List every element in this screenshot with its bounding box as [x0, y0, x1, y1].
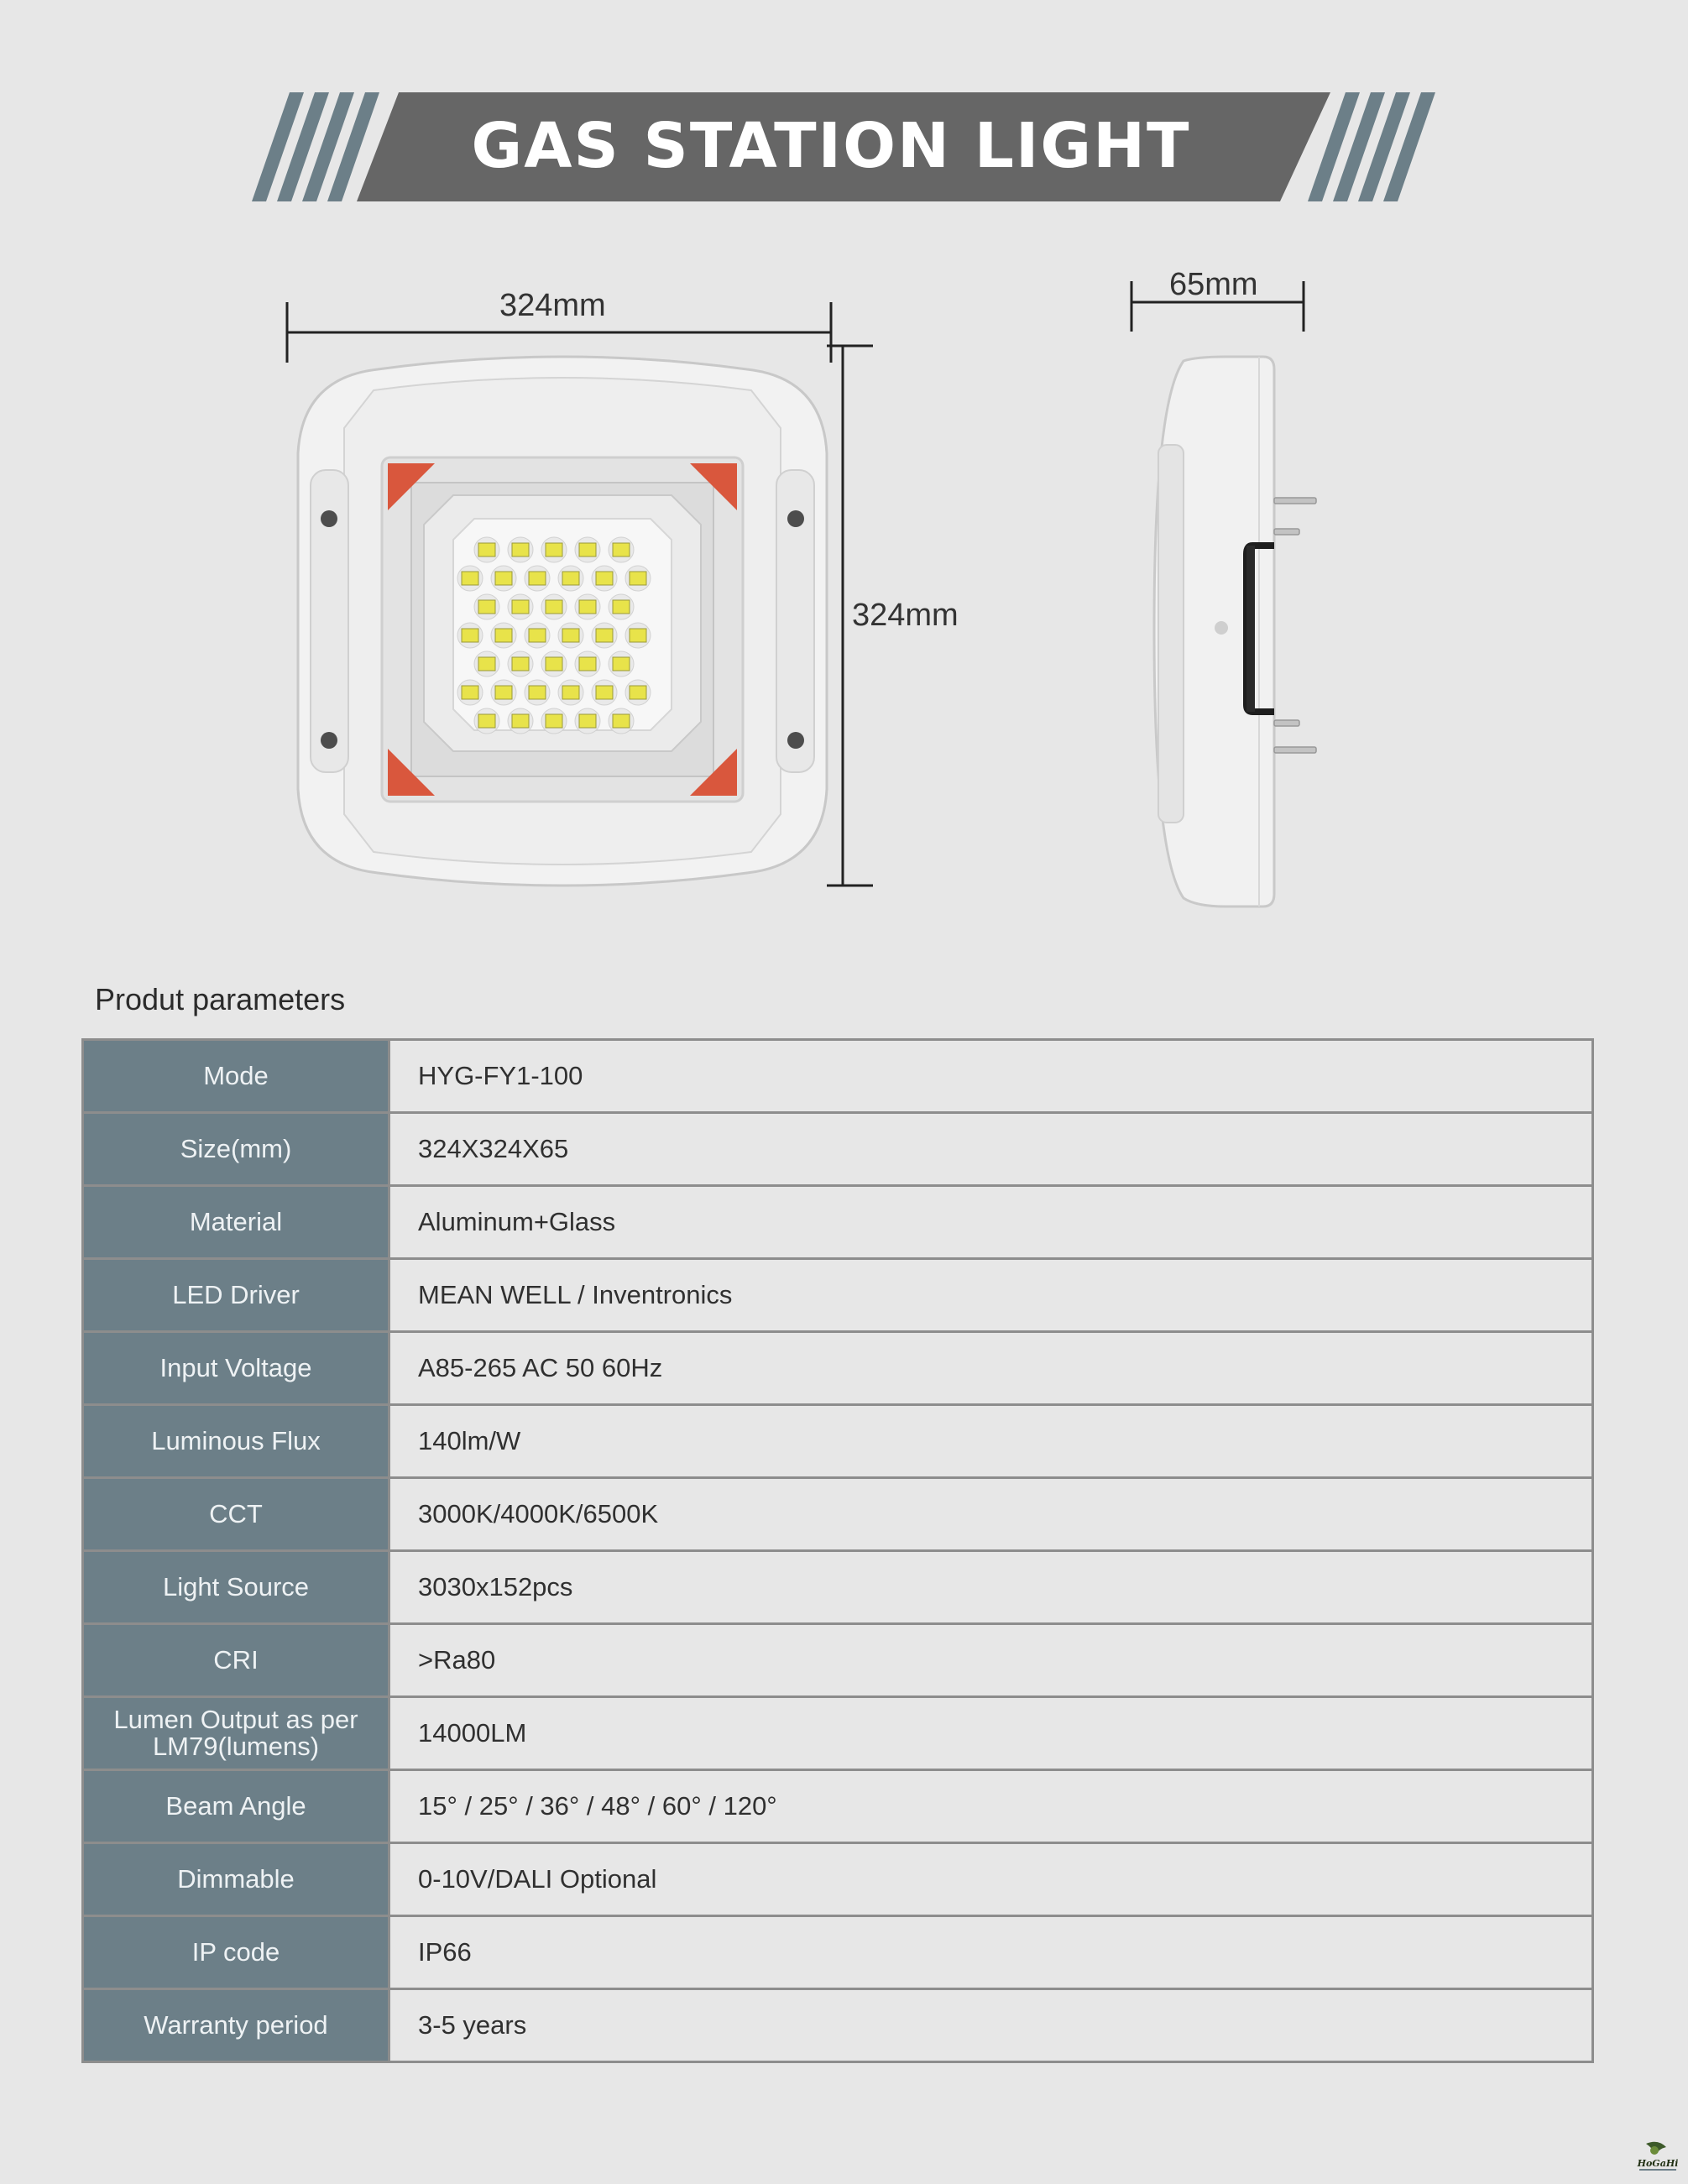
param-label: Luminous Flux — [83, 1405, 389, 1478]
param-label: Material — [83, 1186, 389, 1259]
table-row — [83, 1113, 1593, 1186]
led-chip — [495, 629, 512, 642]
param-value: 3030x152pcs — [389, 1551, 1593, 1624]
led-chip — [462, 572, 478, 585]
param-value: 140lm/W — [389, 1405, 1593, 1478]
led-chip — [579, 600, 596, 614]
led-chip — [546, 600, 562, 614]
table-row — [83, 1551, 1593, 1624]
width-dimension-label: 324mm — [499, 288, 606, 323]
page-title: GAS STATION LIGHT — [471, 110, 1191, 182]
height-dimension-label: 324mm — [852, 598, 959, 633]
param-value: HYG-FY1-100 — [389, 1040, 1593, 1113]
param-label: Light Source — [83, 1551, 389, 1624]
section-title: Produt parameters — [95, 982, 346, 1016]
led-chip — [495, 686, 512, 699]
led-chip — [596, 686, 613, 699]
led-chip — [562, 572, 579, 585]
led-chip — [529, 686, 546, 699]
led-chip — [529, 572, 546, 585]
led-chip — [462, 686, 478, 699]
led-chip — [495, 572, 512, 585]
param-label: Beam Angle — [83, 1770, 389, 1843]
param-value: 15° / 25° / 36° / 48° / 60° / 120° — [389, 1770, 1593, 1843]
led-chip — [630, 572, 646, 585]
param-label: Dimmable — [83, 1843, 389, 1916]
led-chip — [478, 543, 495, 556]
table-row — [83, 1405, 1593, 1478]
led-chip — [512, 600, 529, 614]
led-chip — [478, 657, 495, 671]
led-chip — [579, 543, 596, 556]
param-value: >Ra80 — [389, 1624, 1593, 1697]
led-chip — [613, 714, 630, 728]
led-chip — [630, 686, 646, 699]
param-value: 14000LM — [389, 1697, 1593, 1770]
param-label: CCT — [83, 1478, 389, 1551]
param-label: Size(mm) — [83, 1113, 389, 1186]
param-label: CRI — [83, 1624, 389, 1697]
table-row — [83, 1478, 1593, 1551]
led-chip — [462, 629, 478, 642]
led-chip — [562, 629, 579, 642]
table-row — [83, 1332, 1593, 1405]
param-value: 3000K/4000K/6500K — [389, 1478, 1593, 1551]
side-view-illustration — [1125, 277, 1335, 915]
depth-dimension-label: 65mm — [1169, 267, 1258, 302]
parameters-table — [81, 1038, 1594, 2063]
led-chip — [546, 714, 562, 728]
led-chip — [613, 600, 630, 614]
table-row — [83, 1624, 1593, 1697]
led-chip — [613, 543, 630, 556]
param-value: A85-265 AC 50 60Hz — [389, 1332, 1593, 1405]
led-chip — [512, 714, 529, 728]
param-value: IP66 — [389, 1916, 1593, 1989]
param-label: LED Driver — [83, 1259, 389, 1332]
led-chip — [478, 714, 495, 728]
param-value: Aluminum+Glass — [389, 1186, 1593, 1259]
param-label: Lumen Output as per LM79(lumens) — [83, 1697, 389, 1770]
table-row — [83, 1186, 1593, 1259]
table-row — [83, 1259, 1593, 1332]
table-row — [83, 1916, 1593, 1989]
param-value: 324X324X65 — [389, 1113, 1593, 1186]
led-chip — [613, 657, 630, 671]
param-label: Input Voltage — [83, 1332, 389, 1405]
param-label: Warranty period — [83, 1989, 389, 2062]
led-chip — [562, 686, 579, 699]
led-chip — [630, 629, 646, 642]
led-chip — [512, 543, 529, 556]
param-value: 3-5 years — [389, 1989, 1593, 2062]
led-chip — [579, 657, 596, 671]
table-row — [83, 1697, 1593, 1770]
param-value: 0-10V/DALI Optional — [389, 1843, 1593, 1916]
table-row — [83, 1040, 1593, 1113]
param-label: Mode — [83, 1040, 389, 1113]
led-chip — [478, 600, 495, 614]
param-label: IP code — [83, 1916, 389, 1989]
logo-text: HoGaHi — [1637, 2158, 1679, 2169]
led-chip — [596, 572, 613, 585]
brand-logo — [1634, 2139, 1681, 2172]
led-chip — [529, 629, 546, 642]
led-chip — [546, 657, 562, 671]
led-chip — [596, 629, 613, 642]
front-view-illustration — [277, 285, 881, 907]
led-chip — [512, 657, 529, 671]
led-chip — [546, 543, 562, 556]
param-value: MEAN WELL / Inventronics — [389, 1259, 1593, 1332]
table-row — [83, 1843, 1593, 1916]
led-chip — [579, 714, 596, 728]
dimension-lines — [1131, 281, 1304, 332]
table-row — [83, 1770, 1593, 1843]
table-row — [83, 1989, 1593, 2062]
